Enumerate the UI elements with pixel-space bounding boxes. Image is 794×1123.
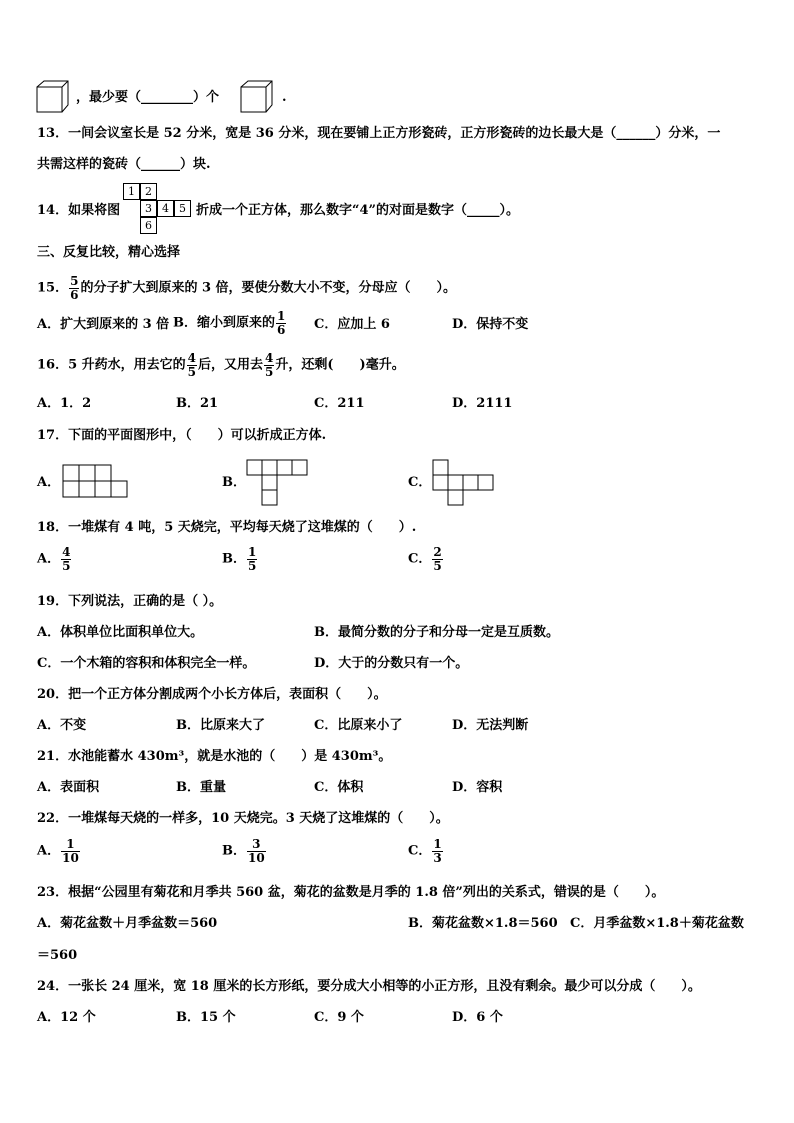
q24-option-d[interactable]: D．6 个 [452, 1010, 503, 1025]
q17-option-c-label[interactable]: C． [408, 475, 432, 490]
q15-option-c[interactable]: C．应加上 6 [314, 317, 390, 332]
q13-line2: 共需这样的瓷砖（______）块. [37, 157, 211, 172]
q14-suffix: 折成一个正方体，那么数字“4”的对面是数字（_____）。 [196, 203, 520, 218]
q16-option-d[interactable]: D．2111 [452, 396, 513, 411]
q17-option-a-label[interactable]: A． [37, 475, 61, 490]
q23-option-a[interactable]: A．菊花盆数＋月季盆数＝560 [37, 916, 218, 931]
net-figure-c[interactable] [432, 459, 496, 507]
q22-option-c[interactable]: C． $\frac{1}{3}$ [408, 837, 442, 865]
q16-option-a[interactable]: A．1．2 [37, 396, 92, 411]
q17-text: 17．下面的平面图形中，（ ）可以折成正方体. [37, 428, 327, 443]
q24-option-b[interactable]: B．15 个 [176, 1010, 236, 1025]
net-cell: 2 [140, 183, 157, 200]
q18-option-b[interactable]: B． $\frac{1}{5}$ [222, 545, 257, 573]
q15-text: 的分子扩大到原来的 3 倍，要使分数大小不变，分母应（ ）。 [80, 280, 457, 296]
cube-icon [36, 80, 70, 114]
q16-text1: 16．5 升药水，用去它的 [37, 357, 186, 373]
net-cell: 6 [140, 217, 157, 234]
q18-text: 18．一堆煤有 4 吨，5 天烧完，平均每天烧了这堆煤的（ ）. [37, 520, 417, 535]
net-cell: 5 [174, 200, 191, 217]
q15-fraction: $\frac{5}{6}$ [70, 274, 79, 302]
q15-option-b[interactable]: B．缩小到原来的 $\frac{1}{6}$ [173, 309, 286, 337]
q16-text3: 升，还剩( )毫升。 [275, 357, 405, 373]
net-figure-a[interactable] [62, 464, 132, 498]
q15-option-a[interactable]: A．扩大到原来的 3 倍 [37, 317, 170, 332]
net-cell: 4 [157, 200, 174, 217]
net-cell: 3 [140, 200, 157, 217]
q12-blank: ________ [141, 90, 194, 105]
q12-text1: ，最少要（ [76, 90, 142, 105]
q18-option-a[interactable]: A． $\frac{4}{5}$ [37, 545, 71, 573]
q23-option-b[interactable]: B．菊花盆数×1.8＝560 [408, 916, 558, 931]
q21-text: 21．水池能蓄水 430m³，就是水池的（ ）是 430m³。 [37, 749, 392, 764]
q18-option-c[interactable]: C． $\frac{2}{5}$ [408, 545, 442, 573]
q21-option-c[interactable]: C．体积 [314, 780, 364, 795]
q21-option-a[interactable]: A．表面积 [37, 780, 100, 795]
q16-fraction2: $\frac{4}{5}$ [265, 351, 274, 379]
q23-option-c[interactable]: C．月季盆数×1.8＋菊花盆数 [570, 916, 744, 931]
q13-line1: 13．一间会议室长是 52 分米，宽是 36 分米，现在要铺上正方形瓷砖，正方形瓷砖的边长最大是（______）分米，一 [37, 126, 721, 141]
q22-text: 22．一堆煤每天烧的一样多，10 天烧完。3 天烧了这堆煤的（ ）。 [37, 811, 449, 826]
q24-option-a[interactable]: A．12 个 [37, 1010, 96, 1025]
q23-option-c-cont: ＝560 [37, 948, 78, 963]
q17-option-b-label[interactable]: B． [222, 475, 246, 490]
q20-option-a[interactable]: A．不变 [37, 718, 87, 733]
q20-option-c[interactable]: C．比原来小了 [314, 718, 403, 733]
q15-number: 15． [37, 280, 69, 296]
q23-text: 23．根据“公园里有菊花和月季共 560 盆，菊花的盆数是月季的 1.8 倍”列出的关系式，错误的是（ ）。 [37, 885, 665, 900]
q12-end: . [282, 90, 287, 105]
q20-option-d[interactable]: D．无法判断 [452, 718, 529, 733]
q16-option-b[interactable]: B．21 [176, 396, 219, 411]
q19-text: 19．下列说法，正确的是（ ）。 [37, 594, 223, 609]
q19-option-d[interactable]: D．大于的分数只有一个。 [314, 656, 469, 671]
q24-option-c[interactable]: C．9 个 [314, 1010, 364, 1025]
q21-option-b[interactable]: B．重量 [176, 780, 226, 795]
cube-icon [240, 80, 274, 114]
q19-option-c[interactable]: C．一个木箱的容积和体积完全一样。 [37, 656, 256, 671]
section-heading: 三、反复比较，精心选择 [37, 245, 181, 260]
q16-option-c[interactable]: C．211 [314, 396, 365, 411]
q22-option-b[interactable]: B． $\frac{3}{10}$ [222, 837, 265, 865]
q16-text2: 后，又用去 [198, 357, 264, 373]
q24-text: 24．一张长 24 厘米，宽 18 厘米的长方形纸，要分成大小相等的小正方形，且没有剩余。最少可以分成（ ）。 [37, 979, 701, 994]
net-cell: 1 [123, 183, 140, 200]
q19-option-b[interactable]: B．最简分数的分子和分母一定是互质数。 [314, 625, 559, 640]
q19-option-a[interactable]: A．体积单位比面积单位大。 [37, 625, 204, 640]
q16-fraction1: $\frac{4}{5}$ [187, 351, 197, 379]
q14-prefix: 14．如果将图 [37, 203, 121, 218]
q22-option-a[interactable]: A． $\frac{1}{10}$ [37, 837, 79, 865]
q15-option-d[interactable]: D．保持不变 [452, 317, 529, 332]
q20-option-b[interactable]: B．比原来大了 [176, 718, 265, 733]
q12-text2: ）个 [193, 90, 220, 105]
net-figure-b[interactable] [246, 459, 310, 507]
q20-text: 20．把一个正方体分割成两个小长方体后，表面积（ ）。 [37, 687, 387, 702]
q21-option-d[interactable]: D．容积 [452, 780, 503, 795]
